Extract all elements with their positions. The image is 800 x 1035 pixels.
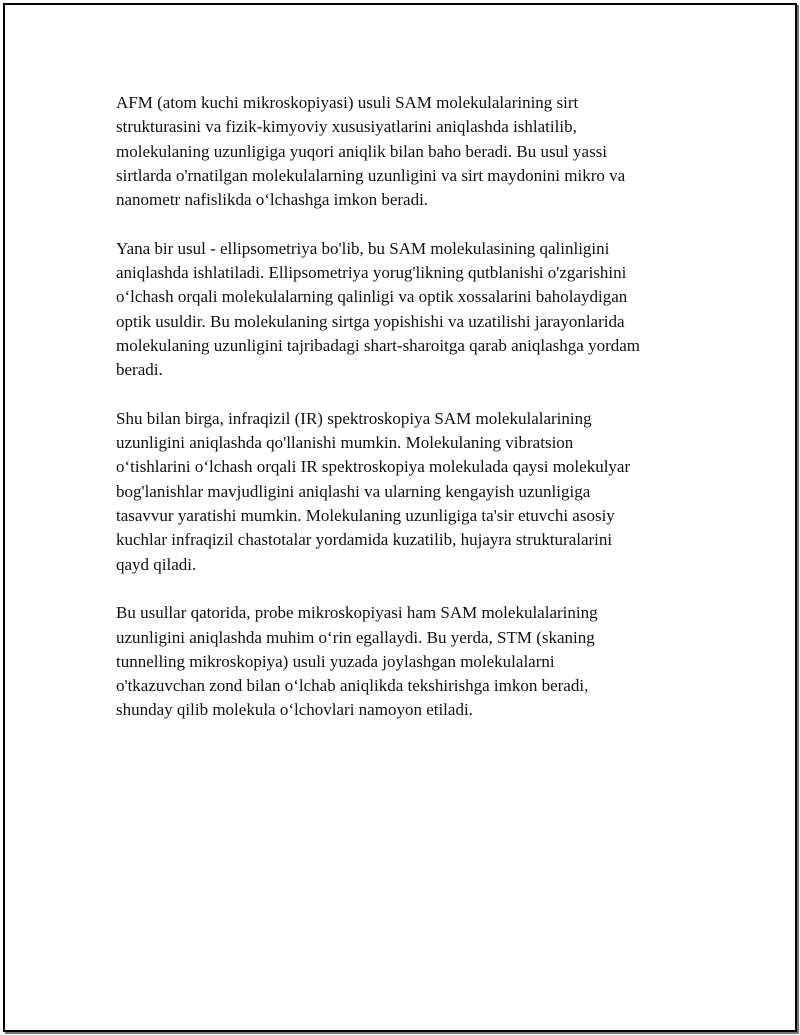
paragraph-probe-microscopy: Bu usullar qatorida, probe mikroskopiyasi ham SAM molekulalarining uzunligini aniqlashda muhim o‘rin egallaydi. Bu yerda, STM (skaning tunnelling mikroskopiya) usuli yuzada joylashgan molekulalarni o'tkazuvchan zond bilan o‘lchab aniqlikda tekshirishga imkon beradi, shunday qilib molekula o‘lchovlari namoyon etiladi. [116, 603, 598, 720]
paragraph-ir-spectroscopy: Shu bilan birga, infraqizil (IR) spektroskopiya SAM molekulalarining uzunligini aniqlashda qo'llanishi mumkin. Molekulaning vibratsion o‘tishlarini o‘lchash orqali IR spektroskopiya molekulada qaysi molekulyar bog'lanishlar mavjudligini aniqlashi va ularning kengayish uzunligiga tasavvur yaratishi mumkin. Molekulaning uzunligiga ta'sir etuvchi asosiy kuchlar infraqizil chastotalar yordamida kuzatilib, hujayra strukturalarini qayd qiladi. [116, 408, 631, 574]
paragraph-ellipsometry: Yana bir usul - ellipsometriya bo'lib, bu SAM molekulasining qalinligini aniqlashda ishlatiladi. Ellipsometriya yorug'likning qutblanishi o'zgarishini o‘lchash orqali molekulalarning qalinligi va optik xossalarini baholaydigan optik usuldir. Bu molekulaning sirtga yopishishi va uzatilishi jarayonlarida molekulaning uzunligini tajribadagi shart-sharoitga qarab aniqlashga yordam beradi. [116, 238, 641, 380]
document-body [116, 91, 696, 747]
paragraph-afm: AFM (atom kuchi mikroskopiyasi) usuli SAM molekulalarining sirt strukturasini va fizik-kimyoviy xususiyatlarini aniqlashda ishlatilib, molekulaning uzunligiga yuqori aniqlik bilan baho beradi. Bu usul yassi sirtlarda o'rnatilgan molekulalarning uzunligini va sirt maydonini mikro va nanometr nafislikda o‘lchashga imkon beradi. [116, 93, 626, 210]
